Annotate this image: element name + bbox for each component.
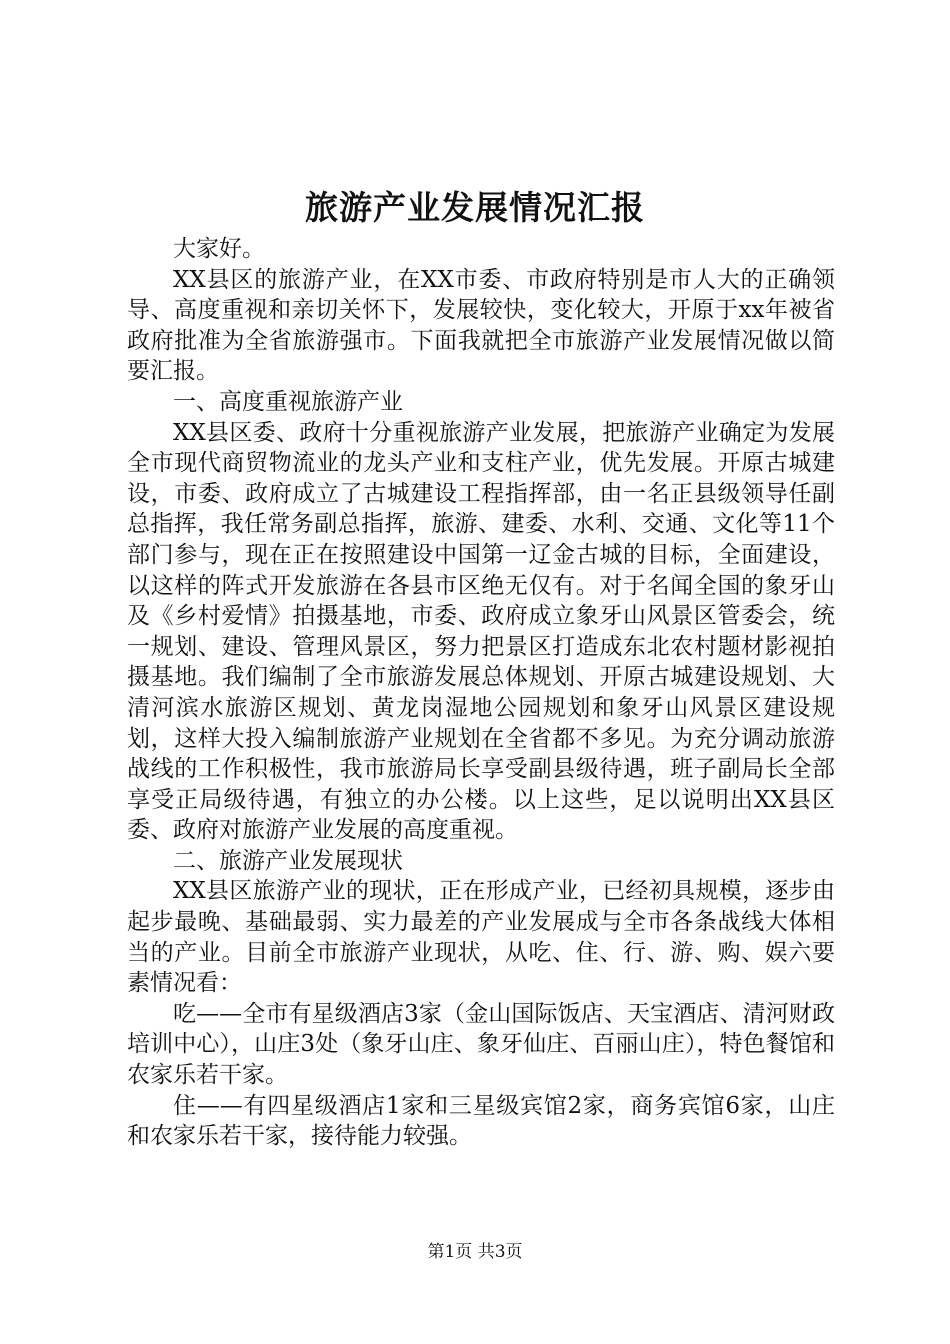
paragraph-greeting: 大家好。 — [173, 236, 265, 262]
paragraph-lodging: 住——有四星级酒店1家和三星级宾馆2家，商务宾馆6家，山庄和农家乐若干家，接待能力较强。 — [127, 1092, 835, 1150]
section-heading-1: 一、高度重视旅游产业 — [173, 388, 403, 415]
document-title: 旅游产业发展情况汇报 — [305, 188, 645, 227]
document-body — [127, 234, 835, 1152]
paragraph-section-1: XX县区委、政府十分重视旅游产业发展，把旅游产业确定为发展全市现代商贸物流业的龙头产业和支柱产业，优先发展。开原古城建设，市委、政府成立了古城建设工程指挥部，由一名正县级领导任副总指挥，我任常务副总指挥，旅游、建委、水利、交通、文化等11个部门参与，现在正在按照建设中国第一辽金古城的目标，全面建设，以这样的阵式开发旅游在各县市区绝无仅有。对于名闻全国的象牙山及《乡村爱情》拍摄基地，市委、政府成立象牙山风景区管委会，统一规划、建设、管理风景区，努力把景区打造成东北农村题材影视拍摄基地。我们编制了全市旅游发展总体规划、开原古城建设规划、大清河滨水旅游区规划、黄龙岗湿地公园规划和象牙山风景区建设规划，这样大投入编制旅游产业规划在全省都不多见。为充分调动旅游战线的工作积极性，我市旅游局长享受副县级待遇，班子副局长全部享受正局级待遇，有独立的办公楼。以上这些，足以说明出XX县区委、政府对旅游产业发展的高度重视。 — [127, 419, 835, 844]
paragraph-section-2: XX县区旅游产业的现状，正在形成产业，已经初具规模，逐步由起步最晚、基础最弱、实力最差的产业发展成与全市各条战线大体相当的产业。目前全市旅游产业现状，从吃、住、行、游、购、娱六要素情况看： — [127, 878, 835, 997]
page-number-footer: 第1页 共3页 — [427, 1242, 523, 1262]
paragraph-food: 吃——全市有星级酒店3家（金山国际饭店、天宝酒店、清河财政培训中心），山庄3处（象牙山庄、象牙仙庄、百丽山庄），特色餐馆和农家乐若干家。 — [127, 1000, 835, 1089]
paragraph-intro: XX县区的旅游产业，在XX市委、市政府特别是市人大的正确领导、高度重视和亲切关怀下，发展较快，变化较大，开原于xx年被省政府批准为全省旅游强市。下面我就把全市旅游产业发展情况做以简要汇报。 — [127, 266, 835, 385]
section-heading-2: 二、旅游产业发展现状 — [173, 847, 403, 874]
